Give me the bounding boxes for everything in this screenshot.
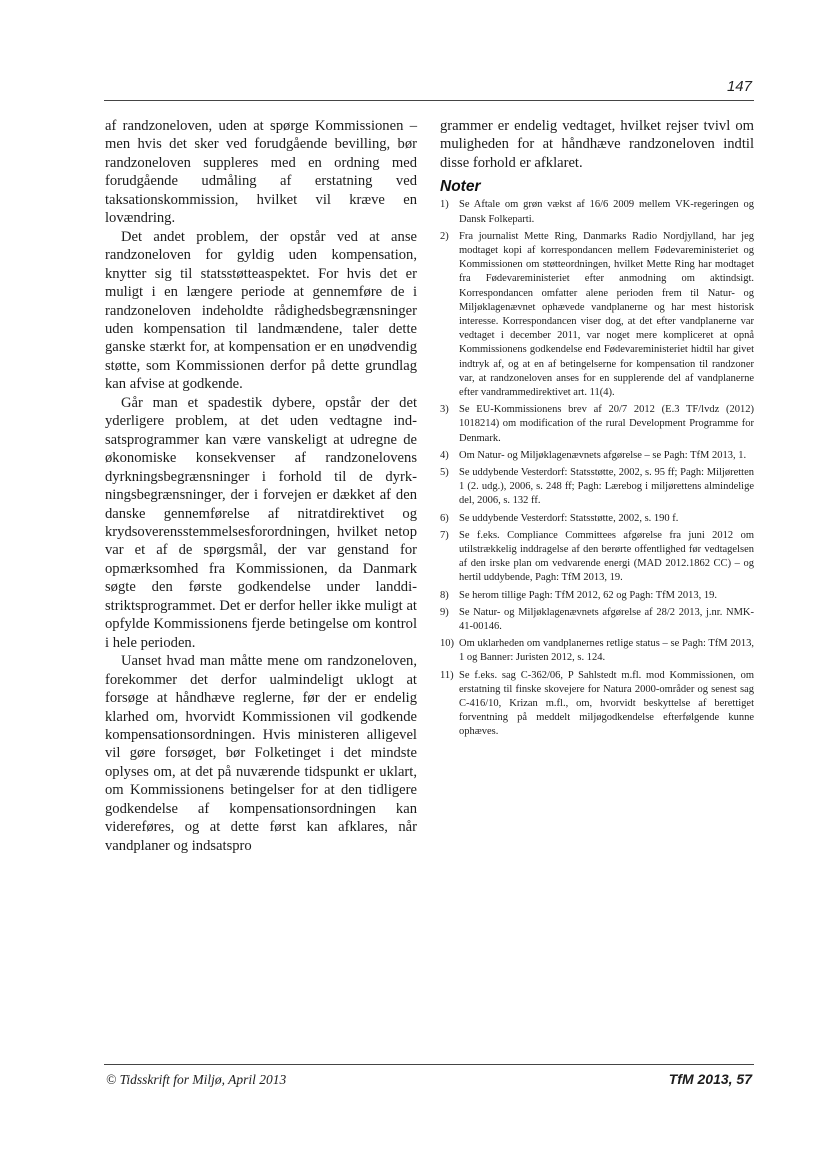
- right-column: [440, 117, 754, 743]
- note-item: [440, 230, 754, 400]
- note-number: 4): [440, 449, 449, 461]
- note-text: Se herom tillige Pagh: TfM 2012, 62 og Pagh: TfM 2013, 19.: [459, 589, 718, 601]
- note-text: Fra journalist Mette Ring, Danmarks Radio Nordjylland, har jeg modtaget kopi af korrespondancen mellem Fødevareministeriet og Kommissionen om støtteordningen, hvilket Mette Ring har modtaget fra Fødevareministeriet efter anmodning om aktindsigt. Korrespondancen omfatter alene perioden frem til Natur- og Miljøklagenævnet ophævede vandplanerne og har mest historisk interesse. Korrespondancen viser dog, at det efter vandplanerne var vedtaget i december 2011, var noget mere kompliceret at opnå Kommissionens godkendelse end Fødevareministeriet hidtil har givet indtryk af, og at en af betingelserne for kompensation til randzoner var, at randzoneloven anses for en supplerende del af vandplanerne efter vandrammedirektivet art. 11(4).: [459, 230, 754, 398]
- note-text: Se uddybende Vesterdorf: Statsstøtte, 2002, s. 95 ff; Pagh: Miljøretten 1 (2. udg.), 2006, s. 248 ff; Pagh: Lærebog i miljørettens almindelige del, 2006, s. 132 ff.: [459, 467, 754, 507]
- note-text: Se f.eks. Compliance Committees afgørelse fra juni 2012 om utilstrækkelig inddragelse af den berørte offentlighed før vedtagelsen af den irske plan om vedvarende energi (MAD 2012.1862 CC) – og hertil uddybende, Pagh: TfM 2013, 19.: [459, 529, 754, 584]
- note-number: 9): [440, 606, 449, 618]
- note-number: 2): [440, 230, 449, 242]
- note-text: Om uklarheden om vandplanernes retlige status – se Pagh: TfM 2013, 1 og Banner: Juristen 2012, s. 124.: [459, 638, 754, 664]
- note-number: 6): [440, 512, 449, 524]
- page-number: 147: [726, 78, 752, 95]
- note-item: [440, 589, 754, 603]
- note-number: 7): [440, 529, 449, 541]
- note-item: [440, 449, 754, 463]
- header-rule: [104, 100, 754, 101]
- body-paragraph: af randzoneloven, uden at spørge Kommissionen – men hvis det sker ved forudgående bevilling, bør randzoneloven suppleres med en ordning med forudgående udmåling af erstatning ved taksationskommission, hvilket vil kræve en lovændring.: [105, 118, 417, 227]
- footer-rule: [104, 1064, 754, 1065]
- note-item: [440, 606, 754, 634]
- note-number: 3): [440, 404, 449, 416]
- note-number: 11): [440, 669, 454, 681]
- note-item: [440, 512, 754, 526]
- note-text: Se f.eks. sag C-362/06, P Sahlstedt m.fl. mod Kommissionen, om erstatning til finske skovejere for Natura 2000-områder og senest sag C-416/10, Krizan m.fl., om, hvorvidt beskyttelse af berettiget forventning på meddelt miljøgodkendelse efterfølgende kunne ophæves.: [459, 669, 754, 738]
- note-text: Se uddybende Vesterdorf: Statsstøtte, 2002, s. 190 f.: [459, 512, 679, 524]
- note-number: 10): [440, 638, 454, 650]
- note-item: [440, 198, 754, 226]
- left-column: [105, 117, 417, 855]
- body-paragraph: Uanset hvad man måtte mene om randzoneloven, forekommer det derfor ualmindeligt uklogt at forsøge at håndhæve reglerne, før der er endelig klarhed om, hvorvidt Kommissionen vil godkende kompensationsordningen. Hvis ministeren alligevel vil gøre forsøget, bør Folketinget i det mindste oplyses om, at det på nuværende tidspunkt er uklart, om Kommissionens betingelser for at den tidligere godkendelse af kompensationsordningen kan videreføres, og at dette først kan afklares, når vandplaner og indsatspro: [105, 653, 417, 854]
- footer-copyright: © Tidsskrift for Miljø, April 2013: [106, 1072, 287, 1087]
- note-text: Se Natur- og Miljøklagenævnets afgørelse af 28/2 2013, j.nr. NMK-41-00146.: [459, 606, 754, 633]
- note-text: Se Aftale om grøn vækst af 16/6 2009 mellem VK-regeringen og Dansk Folkeparti.: [459, 199, 754, 225]
- note-item: [440, 669, 754, 740]
- body-paragraph: Går man et spadestik dybere, opstår der det yderligere problem, at det uden vedtagne indsatsprogrammer kan være vanskeligt at udregne de økonomiske konsekvenser af randzonelovens dyrkningsbegrænsninger i forhold til de dyrkningsbegrænsninger, der i forvejen er dækket af den danske gennemførelse af nitratdirektivet og krydsoverensstemmelsesforordningen, hvilket netop var et af de spørgsmål, der var genstand for opmærksomhed fra Kommissionen, da Danmark søgte den første godkendelse under landdistriktsprogrammet. Det er derfor heller ikke muligt at opfylde Kommissionens fjerde betingelse om kontrol i hele perioden.: [105, 394, 417, 651]
- note-item: [440, 403, 754, 446]
- note-item: [440, 637, 754, 665]
- note-number: 8): [440, 589, 449, 601]
- note-text: Se EU-Kommissionens brev af 20/7 2012 (E.3 TF/lvdz (2012) 1018214) om modification of the rural Development Programme for Denmark.: [459, 404, 754, 444]
- footer-citation: TfM 2013, 57: [668, 1071, 752, 1087]
- note-item: [440, 529, 754, 586]
- note-item: [440, 466, 754, 509]
- note-text: Om Natur- og Miljøklagenævnets afgørelse – se Pagh: TfM 2013, 1.: [459, 449, 747, 461]
- body-paragraph-continuation: grammer er endelig vedtaget, hvilket rejser tvivl om muligheden for at håndhæve randzoneloven indtil disse forhold er afklaret.: [440, 118, 754, 171]
- body-paragraph: Det andet problem, der opstår ved at anse randzoneloven for gyldig uden kompensation, knytter sig til statsstøtteaspektet. For hvis det er muligt i en længere periode at gennemføre de i randzoneloven indeholdte rådighedsbegrænsninger uden kompensation til landmændene, taler dette ganske stærkt for, at kompensation er en unødvendig støtte, som Kommissionen derfor på dette grundlag kan afvise at godkende.: [105, 228, 417, 393]
- note-number: 1): [440, 199, 449, 211]
- notes-list: [440, 198, 754, 739]
- notes-heading: Noter: [440, 178, 481, 196]
- note-number: 5): [440, 467, 449, 479]
